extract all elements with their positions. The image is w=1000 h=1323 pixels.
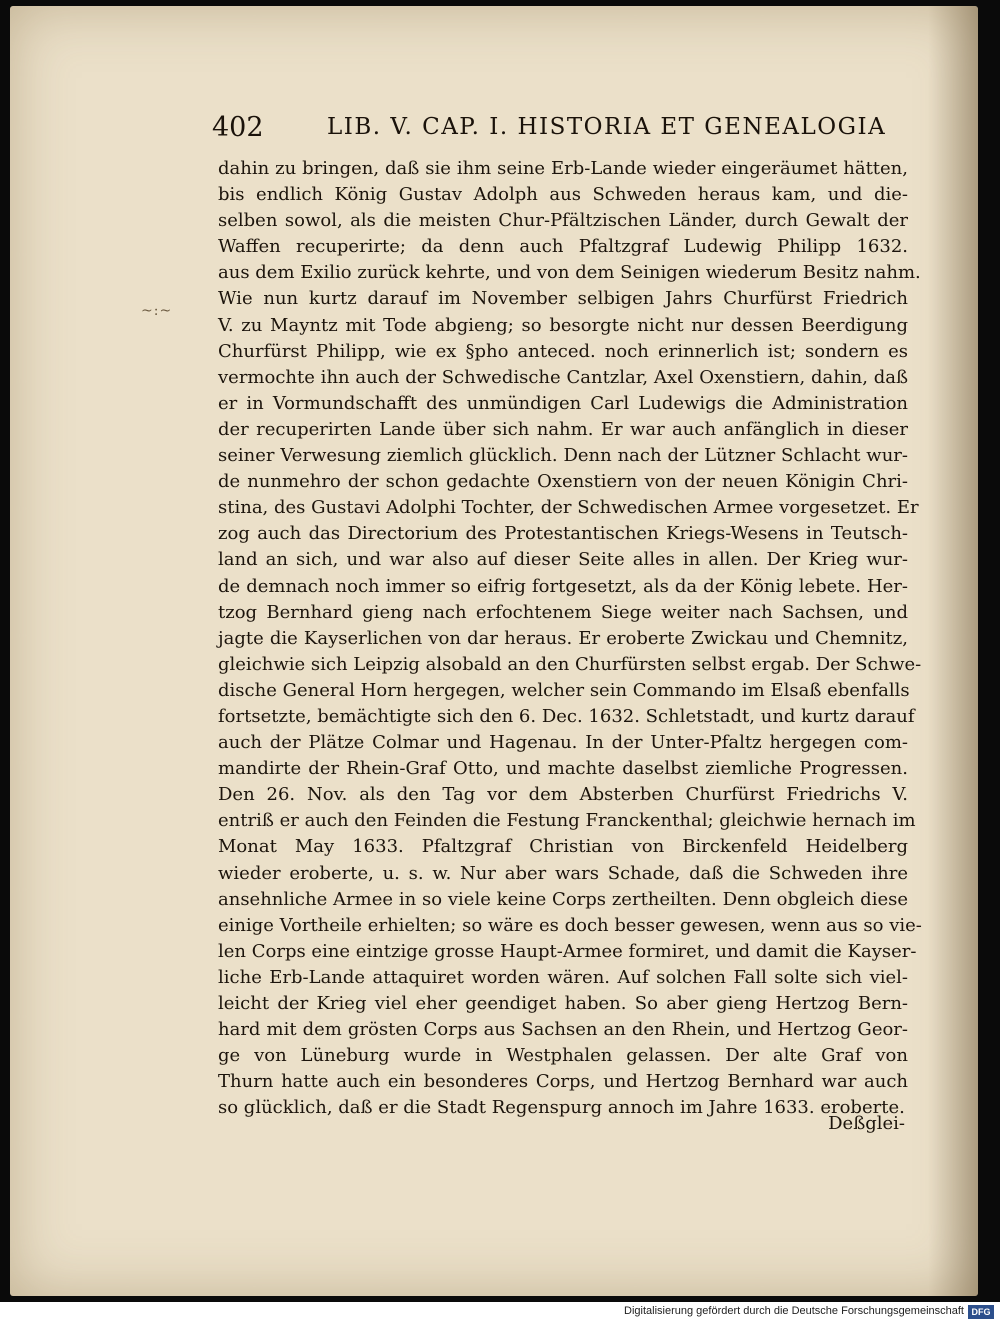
dfg-logo: DFG [968,1305,994,1319]
text-line: fortsetzte, bemächtigte sich den 6. Dec. 1632. Schletstadt, und kurtz darauf [218,705,915,727]
text-line: bis endlich König Gustav Adolph aus Schweden heraus kam, und die- [218,184,908,206]
text-line: de nunmehro der schon gedachte Oxenstiern von der neuen Königin Chri- [218,471,908,493]
text-line: seiner Verwesung ziemlich glücklich. Denn nach der Lützner Schlacht wur- [218,445,908,467]
text-line: stina, des Gustavi Adolphi Tochter, der Schwedischen Armee vorgesetzet. Er [218,497,919,519]
text-line: V. zu Mayntz mit Tode abgieng; so besorgte nicht nur dessen Beerdigung [218,314,908,336]
text-line: leicht der Krieg viel eher geendiget haben. So aber gieng Hertzog Bern- [218,993,908,1014]
text-line: Waffen recuperirte; da denn auch Pfaltzgraf Ludewig Philipp 1632. [218,236,908,258]
text-line: einige Vortheile erhielten; so wäre es doch besser gewesen, wenn aus so vie- [218,914,922,936]
text-line: len Corps eine eintzige grosse Haupt-Armee formiret, und damit die Kayser- [218,940,917,962]
text-line: Wie nun kurtz darauf im November selbigen Jahrs Churfürst Friedrich [218,288,908,310]
text-line: liche Erb-Lande attaquiret worden wären. Auf solchen Fall solte sich viel- [218,966,908,988]
text-line: de demnach noch immer so eifrig fortgesetzt, als da der König lebete. Her- [218,575,908,597]
text-line: entriß er auch den Feinden die Festung Franckenthal; gleichwie hernach im [218,810,916,832]
text-line: wieder eroberte, u. s. w. Nur aber wars Schade, daß die Schweden ihre [218,862,908,884]
text-line: Monat May 1633. Pfaltzgraf Christian von Birckenfeld Heidelberg [218,836,908,858]
text-line: selben sowol, als die meisten Chur-Pfältzischen Länder, durch Gewalt der [218,210,908,232]
text-line: ansehnliche Armee in so viele keine Corps zertheilten. Denn obgleich diese [218,888,908,910]
text-line: hard mit dem grösten Corps aus Sachsen an den Rhein, und Hertzog Geor- [218,1019,908,1041]
text-line: zog auch das Directorium des Protestantischen Kriegs-Wesens in Teutsch- [218,523,908,545]
text-line: mandirte der Rhein-Graf Otto, und machte daselbst ziemliche Progressen. [218,758,908,780]
text-line: aus dem Exilio zurück kehrte, und von dem Seinigen wiederum Besitz nahm. [218,262,921,284]
text-line: vermochte ihn auch der Schwedische Cantzlar, Axel Oxenstiern, dahin, daß [218,366,908,388]
page-gutter-shadow [928,6,978,1296]
text-line: Thurn hatte auch ein besonderes Corps, und Hertzog Bernhard war auch [218,1071,908,1093]
body-text [218,156,922,1121]
text-line: tzog Bernhard gieng nach erfochtenem Siege weiter nach Sachsen, und [218,601,908,623]
page-number: 402 [212,112,264,143]
text-line: Churfürst Philipp, wie ex §pho anteced. noch erinnerlich ist; sondern es [218,340,908,362]
running-head: LIB. V. CAP. I. HISTORIA ET GENEALOGIA [327,114,887,140]
text-line: ge von Lüneburg wurde in Westphalen gelassen. Der alte Graf von [218,1045,908,1067]
text-line: gleichwie sich Leipzig alsobald an den Churfürsten selbst ergab. Der Schwe- [218,653,922,675]
text-line: der recuperirten Lande über sich nahm. Er war auch anfänglich in dieser [218,418,908,440]
text-line: dische General Horn hergegen, welcher sein Commando im Elsaß ebenfalls [218,679,910,701]
text-line: dahin zu bringen, daß sie ihm seine Erb-Lande wieder eingeräumet hätten, [218,158,908,179]
text-line: er in Vormundschafft des unmündigen Carl Ludewigs die Administration [218,392,908,414]
margin-mark: ~:~ [141,303,173,319]
text-line: so glücklich, daß er die Stadt Regenspurg annoch im Jahre 1633. eroberte. [218,1097,905,1119]
funding-credit: Digitalisierung gefördert durch die Deutsche Forschungsgemeinschaft [624,1305,964,1317]
footer-bar [0,1302,1000,1323]
page-header [212,110,887,150]
catchword: Deßglei- [828,1113,905,1134]
text-line: jagte die Kayserlichen von dar heraus. Er eroberte Zwickau und Chemnitz, [218,627,908,649]
text-line: land an sich, und war also auf dieser Seite alles in allen. Der Krieg wur- [218,549,908,571]
text-line: Den 26. Nov. als den Tag vor dem Absterben Churfürst Friedrichs V. [218,784,908,806]
text-line: auch der Plätze Colmar und Hagenau. In der Unter-Pfaltz hergegen com- [218,732,908,754]
